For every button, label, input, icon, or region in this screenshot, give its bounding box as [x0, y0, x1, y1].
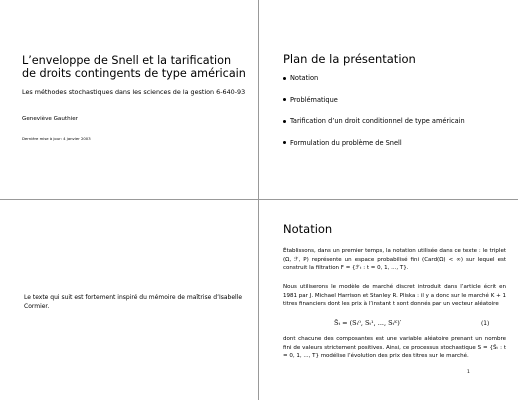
- outline-item-label: Formulation du problème de Snell: [290, 138, 402, 147]
- note-text: Le texte qui suit est fortement inspiré du mémoire de maîtrise d’Isabelle Cormier.: [24, 294, 243, 310]
- slide-title: [0, 0, 258, 199]
- slide-outline: [259, 0, 517, 199]
- equation-number: (1): [481, 321, 490, 327]
- price-vector-equation: S̄ₜ = (Sₜ⁰, Sₜ¹, ..., Sₜᴷ)′: [334, 319, 402, 327]
- author-name: Geneviève Gauthier: [22, 116, 78, 122]
- course-subtitle: Les méthodes stochastiques dans les sciences de la gestion 6-640-93: [22, 88, 246, 96]
- page-number: 1: [467, 370, 470, 375]
- outline-item-label: Tarification d’un droit conditionnel de type américain: [290, 117, 465, 126]
- outline-item: [283, 74, 465, 96]
- notation-paragraph-1: Établissons, dans un premier temps, la notation utilisée dans ce texte : le triplet (Ω, ℱ, P) représente un espace probabilisé fini (Card(Ω) < ∞) sur lequel est construit la filtration F = {ℱₜ : t = 0, 1, ..., T}.: [283, 248, 506, 272]
- outline-title: Plan de la présentation: [283, 52, 416, 66]
- bullet-icon: [283, 120, 286, 123]
- outline-list: [283, 74, 465, 160]
- outline-item-label: Problématique: [290, 95, 338, 104]
- notation-paragraph-3: dont chacune des composantes est une variable aléatoire prenant un nombre fini de valeurs strictement positives. Ainsi, ce processus stochastique S = {S̄ₜ : t = 0, 1, ..., T} modélise l’évolution des prix des titres sur le marché.: [283, 336, 506, 360]
- outline-item: [283, 117, 465, 139]
- bullet-icon: [283, 77, 286, 80]
- slide-note: [0, 200, 258, 399]
- presentation-title: L’enveloppe de Snell et la tarification de droits contingents de type américain: [22, 54, 246, 80]
- bullet-icon: [283, 141, 286, 144]
- notation-paragraph-2: Nous utiliserons le modèle de marché discret introduit dans l’article écrit en 1981 par J. Michael Harrison et Stanley R. Pliska : il y a donc sur le marché K + 1 titres financiers dont les prix à l’instant t sont donnés par un vecteur aléatoire: [283, 284, 506, 308]
- bullet-icon: [283, 98, 286, 101]
- outline-item-label: Notation: [290, 74, 319, 82]
- notation-title: Notation: [283, 222, 333, 236]
- update-date: Dernière mise à jour: 4 janvier 2003: [22, 136, 91, 141]
- outline-item: [283, 139, 465, 161]
- outline-item: [283, 96, 465, 118]
- slide-notation: [259, 200, 517, 399]
